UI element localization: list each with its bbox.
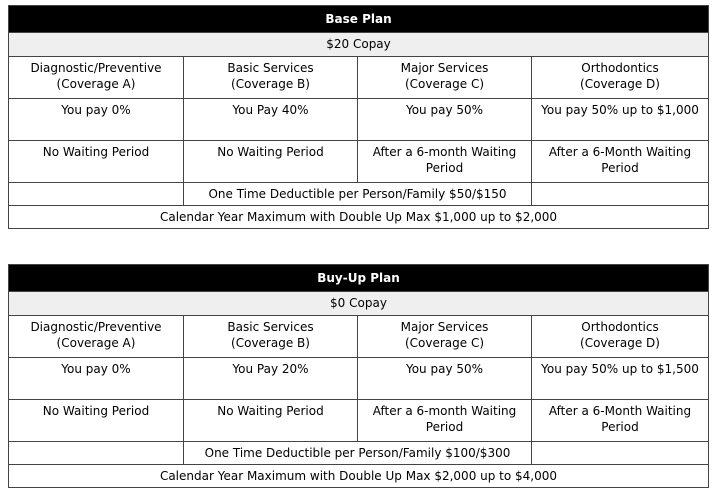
empty-cell xyxy=(9,442,184,465)
waiting-period-cell: No Waiting Period xyxy=(9,400,184,442)
plan-table xyxy=(8,5,709,229)
you-pay-cell: You pay 50% xyxy=(358,358,532,400)
plan-title: Base Plan xyxy=(9,6,709,33)
coverage-header-cell: Major Services (Coverage C) xyxy=(358,57,532,99)
waiting-period-cell: After a 6-Month Waiting Period xyxy=(532,400,709,442)
plan-table xyxy=(8,264,709,488)
coverage-header-cell: Orthodontics (Coverage D) xyxy=(532,316,709,358)
copay-cell: $0 Copay xyxy=(9,292,709,316)
coverage-header-cell: Basic Services (Coverage B) xyxy=(184,57,358,99)
waiting-period-cell: No Waiting Period xyxy=(184,400,358,442)
deductible-cell: One Time Deductible per Person/Family $50/$150 xyxy=(184,183,532,206)
you-pay-cell: You pay 50% up to $1,500 xyxy=(532,358,709,400)
deductible-cell: One Time Deductible per Person/Family $100/$300 xyxy=(184,442,532,465)
you-pay-cell: You pay 50% up to $1,000 xyxy=(532,99,709,141)
annual-maximum-cell: Calendar Year Maximum with Double Up Max $2,000 up to $4,000 xyxy=(9,465,709,488)
coverage-header-cell: Orthodontics (Coverage D) xyxy=(532,57,709,99)
plan-title: Buy-Up Plan xyxy=(9,265,709,292)
you-pay-cell: You pay 0% xyxy=(9,358,184,400)
copay-cell: $20 Copay xyxy=(9,33,709,57)
empty-cell xyxy=(532,442,709,465)
coverage-header-cell: Major Services (Coverage C) xyxy=(358,316,532,358)
empty-cell xyxy=(9,183,184,206)
waiting-period-cell: After a 6-month Waiting Period xyxy=(358,141,532,183)
annual-maximum-cell: Calendar Year Maximum with Double Up Max $1,000 up to $2,000 xyxy=(9,206,709,229)
you-pay-cell: You Pay 40% xyxy=(184,99,358,141)
you-pay-cell: You Pay 20% xyxy=(184,358,358,400)
waiting-period-cell: No Waiting Period xyxy=(184,141,358,183)
coverage-header-cell: Diagnostic/Preventive (Coverage A) xyxy=(9,57,184,99)
waiting-period-cell: After a 6-month Waiting Period xyxy=(358,400,532,442)
you-pay-cell: You pay 0% xyxy=(9,99,184,141)
you-pay-cell: You pay 50% xyxy=(358,99,532,141)
waiting-period-cell: After a 6-Month Waiting Period xyxy=(532,141,709,183)
coverage-header-cell: Diagnostic/Preventive (Coverage A) xyxy=(9,316,184,358)
coverage-header-cell: Basic Services (Coverage B) xyxy=(184,316,358,358)
empty-cell xyxy=(532,183,709,206)
waiting-period-cell: No Waiting Period xyxy=(9,141,184,183)
